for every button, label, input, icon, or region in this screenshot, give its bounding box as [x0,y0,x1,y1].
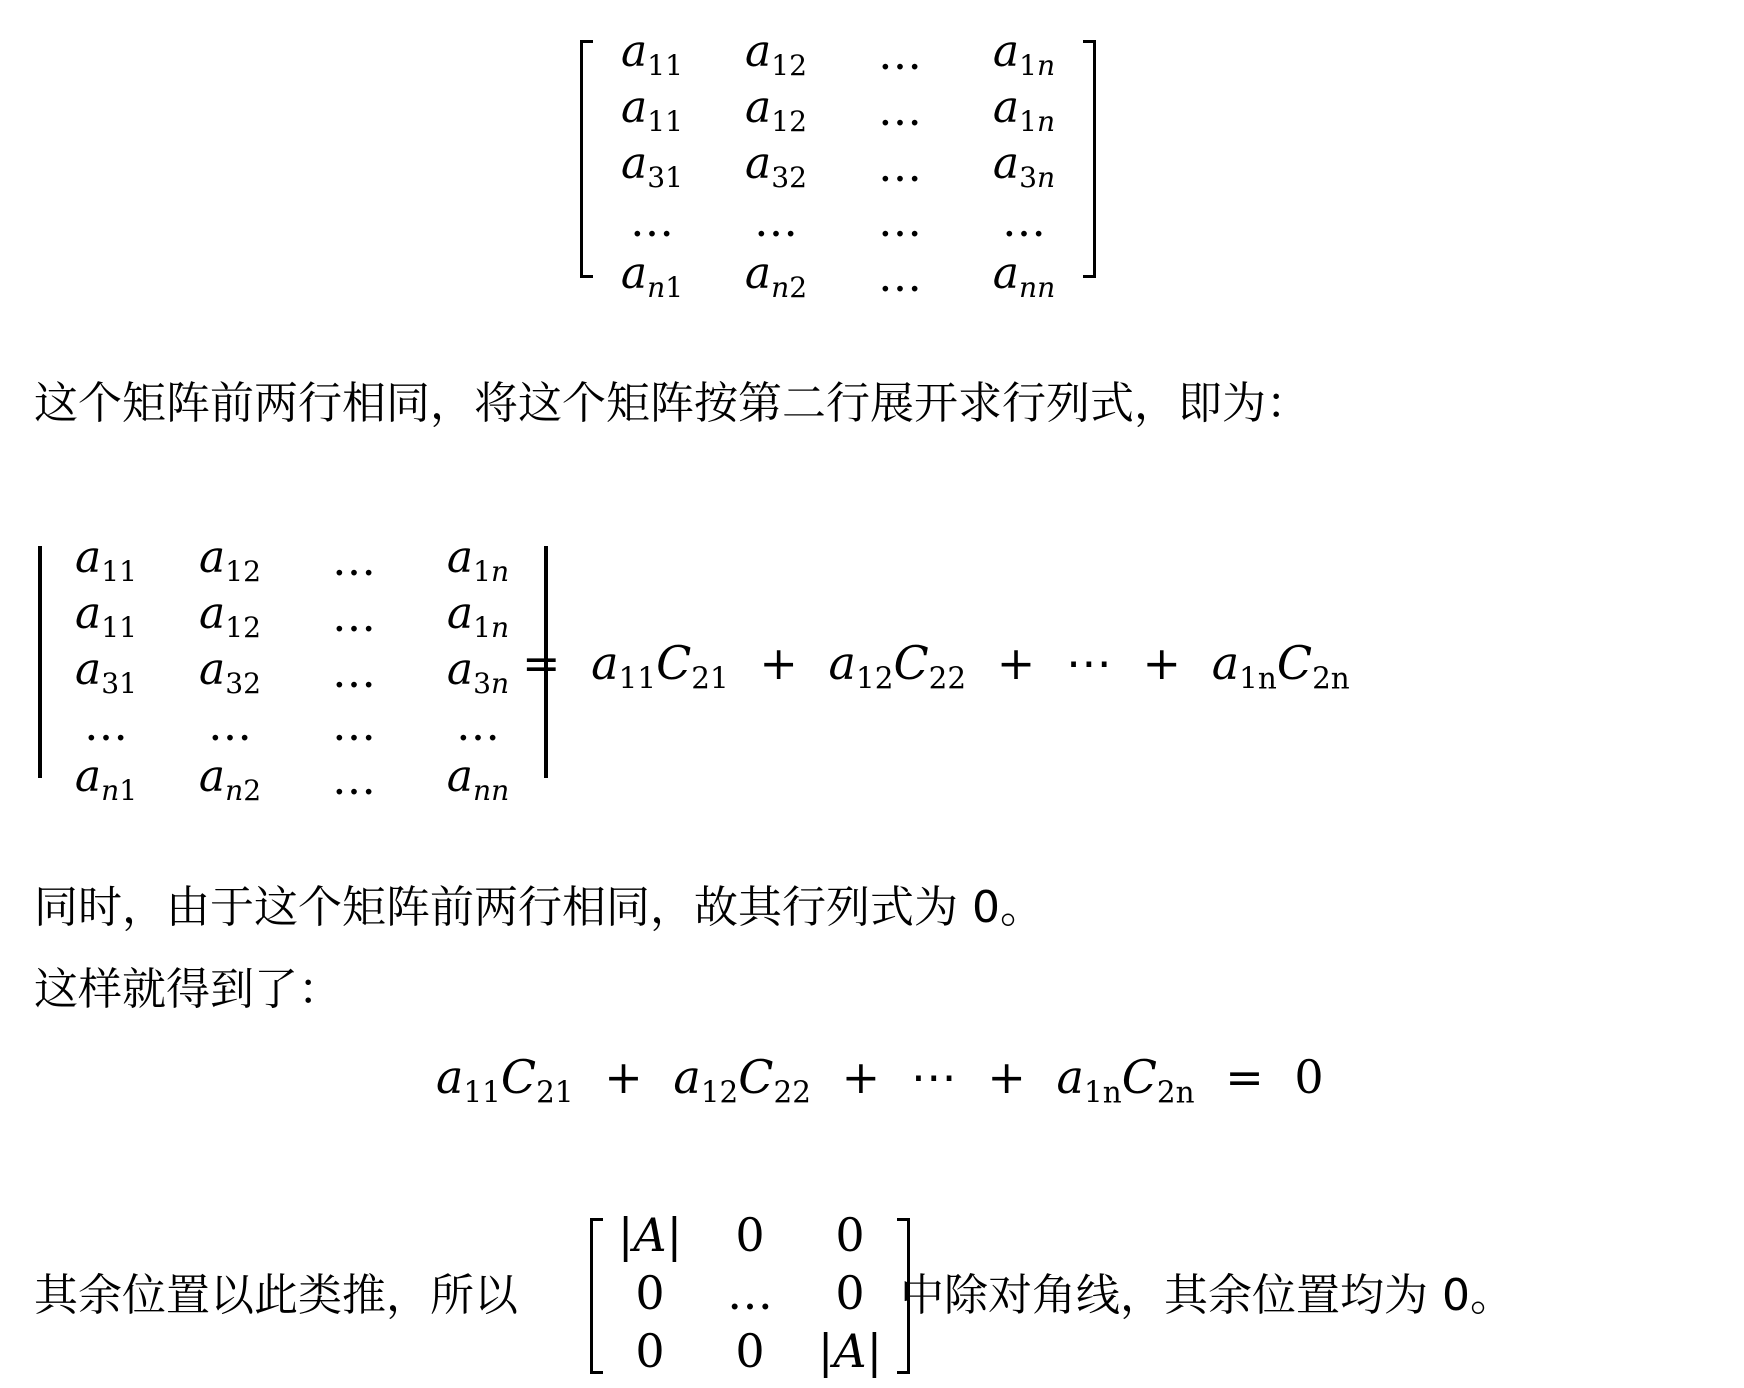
text-line-2 [34,880,1044,936]
matrix-entry: … [878,28,922,80]
text-line-4-before [34,1268,518,1324]
text-line-4-after [900,1268,1514,1324]
term-2: $a_{12}C_{22}$ [673,1050,811,1110]
result-zero: 0 [1294,1050,1324,1104]
text-line-1 [34,376,1310,432]
matrix-entry: $a_{11}$ [74,532,138,588]
determinant [38,532,548,807]
text-3: 这样就得到了： [34,964,342,1015]
matrix-row [44,588,540,644]
matrix-entry: $a_{11}$ [74,588,138,644]
matrix-entry: $a_{3n}$ [992,138,1056,194]
matrix-row [44,644,540,700]
matrix-entry: |A| [617,1208,683,1262]
text-1: 这个矩阵前两行相同，将这个矩阵按第二行展开求行列式，即为： [34,378,1310,429]
matrix-entry: 0 [735,1208,765,1262]
adjugate-product-matrix [590,1206,910,1380]
term-1: $a_{11}C_{21}$ [436,1050,574,1110]
text-2: 同时，由于这个矩阵前两行相同，故其行列式为 0。 [34,882,1044,933]
plus-sign: + [841,1050,881,1104]
matrix-entry: $a_{11}$ [620,26,684,82]
left-bracket [580,40,593,278]
matrix-entry: $a_{nn}$ [992,248,1056,304]
matrix-row [590,82,1086,138]
matrix-entry: … [878,195,922,247]
matrix-row [44,532,540,588]
term-3: $a_{1n}C_{2n}$ [1056,1050,1195,1110]
matrix-entry: $a_{31}$ [620,138,684,194]
matrix-entry: … [332,646,376,698]
matrix-row [44,751,540,807]
matrix-row [590,248,1086,304]
text-line-3 [34,962,342,1018]
matrix-entry: 0 [735,1324,765,1378]
matrix-entry: $a_{32}$ [744,138,808,194]
matrix-row [600,1264,900,1322]
matrix-entry: … [1002,195,1046,247]
plus-sign: + [996,636,1036,690]
ellipsis: ⋯ [1065,636,1112,690]
plus-sign: + [1142,636,1182,690]
matrix-entry: $a_{n1}$ [620,248,684,304]
matrix-row [590,26,1086,82]
matrix-entry: $a_{1n}$ [992,82,1056,138]
matrix-entry: … [754,195,798,247]
right-bracket [1083,40,1096,278]
matrix-entry: $a_{1n}$ [992,26,1056,82]
matrix-entry: |A| [817,1324,883,1378]
matrix-entry: … [878,250,922,302]
matrix-row [600,1322,900,1380]
term-1: $a_{11}C_{21}$ [591,636,729,696]
matrix-entry: 0 [835,1208,865,1262]
matrix-entry: $a_{12}$ [198,588,262,644]
matrix-a [580,26,1096,304]
matrix-entry: 0 [635,1324,665,1378]
matrix-entry: … [332,700,376,751]
matrix-entry: … [84,700,128,751]
matrix-entry: … [208,700,252,751]
matrix-entry: … [878,140,922,192]
result-equation [436,1050,1324,1109]
matrix-entry: … [456,700,500,751]
matrix-row [590,194,1086,248]
matrix-entry: $a_{11}$ [620,82,684,138]
matrix-entry: … [332,753,376,805]
matrix-row [600,1206,900,1264]
matrix-entry: … [727,1266,773,1320]
matrix-row [590,138,1086,194]
matrix-entry: $a_{3n}$ [446,644,510,700]
matrix-entry: $a_{12}$ [198,532,262,588]
matrix-entry: $a_{n1}$ [74,751,138,807]
matrix-entry: $a_{1n}$ [446,588,510,644]
left-bracket [590,1218,603,1374]
equals-sign: = [522,636,561,690]
matrix-entry: $a_{n2}$ [744,248,808,304]
matrix-entry: … [332,534,376,586]
matrix-entry: $a_{n2}$ [198,751,262,807]
matrix-entry: … [332,590,376,642]
left-bar [38,546,42,778]
equals-sign: = [1225,1050,1264,1104]
matrix-row [44,700,540,751]
term-2: $a_{12}C_{22}$ [828,636,967,696]
matrix-entry: 0 [635,1266,665,1320]
matrix-entry: $a_{32}$ [198,644,262,700]
term-3: $a_{1n}C_{2n}$ [1211,636,1350,696]
matrix-entry: $a_{12}$ [744,26,808,82]
expansion-equation [506,636,1350,695]
matrix-entry: … [630,195,674,247]
plus-sign: + [604,1050,643,1104]
plus-sign: + [759,636,798,690]
matrix-entry: 0 [835,1266,865,1320]
matrix-entry: $a_{1n}$ [446,532,510,588]
ellipsis: ⋯ [910,1050,957,1104]
matrix-a-body [590,26,1086,304]
text-4-before: 其余位置以此类推，所以 [34,1270,518,1321]
matrix-entry: $a_{12}$ [744,82,808,138]
matrix-entry: $a_{31}$ [74,644,138,700]
text-4-after: 中除对角线，其余位置均为 0。 [900,1270,1514,1321]
adjugate-product-matrix-body [600,1206,900,1380]
plus-sign: + [987,1050,1026,1104]
matrix-entry: … [878,84,922,136]
determinant-body [44,532,540,807]
matrix-entry: $a_{nn}$ [446,751,510,807]
